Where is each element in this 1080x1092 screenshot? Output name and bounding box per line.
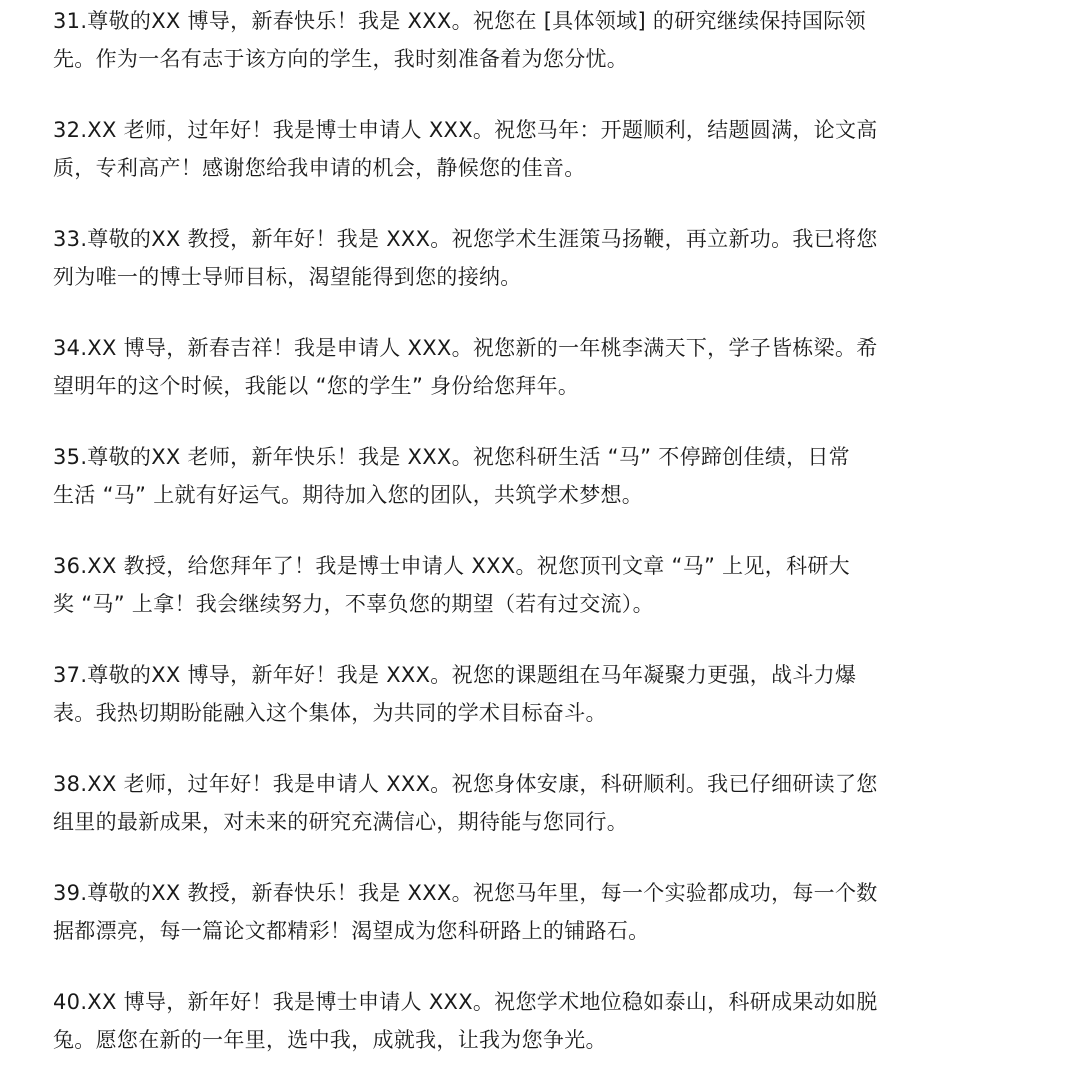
greeting-line: 生活 “马” 上就有好运气。期待加入您的团队，共筑学术梦想。 bbox=[53, 483, 644, 507]
greeting-line: 37.尊敬的XX 博导，新年好！我是 XXX。祝您的课题组在马年凝聚力更强，战斗力爆 bbox=[53, 663, 857, 687]
greeting-line: 40.XX 博导，新年好！我是博士申请人 XXX。祝您学术地位稳如泰山，科研成果动如脱 bbox=[53, 990, 878, 1014]
greeting-36 bbox=[53, 547, 963, 656]
greeting-line: 35.尊敬的XX 老师，新年快乐！我是 XXX。祝您科研生活 “马” 不停蹄创佳绩，日常 bbox=[53, 445, 850, 469]
greeting-38 bbox=[53, 765, 963, 874]
greeting-line: 组里的最新成果，对未来的研究充满信心，期待能与您同行。 bbox=[53, 810, 629, 834]
greeting-line: 奖 “马” 上拿！我会继续努力，不辜负您的期望（若有过交流）。 bbox=[53, 592, 654, 616]
greeting-line: 36.XX 教授，给您拜年了！我是博士申请人 XXX。祝您顶刊文章 “马” 上见，科研大 bbox=[53, 554, 850, 578]
greeting-line: 据都漂亮，每一篇论文都精彩！渴望成为您科研路上的铺路石。 bbox=[53, 919, 650, 943]
greeting-line: 33.尊敬的XX 教授，新年好！我是 XXX。祝您学术生涯策马扬鞭，再立新功。我已将您 bbox=[53, 227, 878, 251]
greetings-document bbox=[53, 2, 963, 1092]
greeting-35 bbox=[53, 438, 963, 547]
greeting-line: 质，专利高产！感谢您给我申请的机会，静候您的佳音。 bbox=[53, 156, 586, 180]
greeting-line: 39.尊敬的XX 教授，新春快乐！我是 XXX。祝您马年里，每一个实验都成功，每一个数 bbox=[53, 881, 878, 905]
greeting-line: 先。作为一名有志于该方向的学生，我时刻准备着为您分忧。 bbox=[53, 47, 629, 71]
greeting-line: 列为唯一的博士导师目标，渴望能得到您的接纳。 bbox=[53, 265, 522, 289]
greeting-33 bbox=[53, 220, 963, 329]
greeting-line: 31.尊敬的XX 博导，新春快乐！我是 XXX。祝您在 [具体领域] 的研究继续保持国际领 bbox=[53, 9, 866, 33]
greeting-34 bbox=[53, 329, 963, 438]
greeting-line: 32.XX 老师，过年好！我是博士申请人 XXX。祝您马年：开题顺利，结题圆满，论文高 bbox=[53, 118, 878, 142]
greeting-line: 望明年的这个时候，我能以 “您的学生” 身份给您拜年。 bbox=[53, 374, 580, 398]
greeting-37 bbox=[53, 656, 963, 765]
greeting-line: 表。我热切期盼能融入这个集体，为共同的学术目标奋斗。 bbox=[53, 701, 607, 725]
greeting-31 bbox=[53, 2, 963, 111]
greeting-32 bbox=[53, 111, 963, 220]
greeting-39 bbox=[53, 874, 963, 983]
greeting-line: 兔。愿您在新的一年里，选中我，成就我，让我为您争光。 bbox=[53, 1028, 607, 1052]
greeting-line: 38.XX 老师，过年好！我是申请人 XXX。祝您身体安康，科研顺利。我已仔细研读了您 bbox=[53, 772, 878, 796]
greeting-40 bbox=[53, 983, 963, 1092]
greeting-line: 34.XX 博导，新春吉祥！我是申请人 XXX。祝您新的一年桃李满天下，学子皆栋梁。希 bbox=[53, 336, 878, 360]
